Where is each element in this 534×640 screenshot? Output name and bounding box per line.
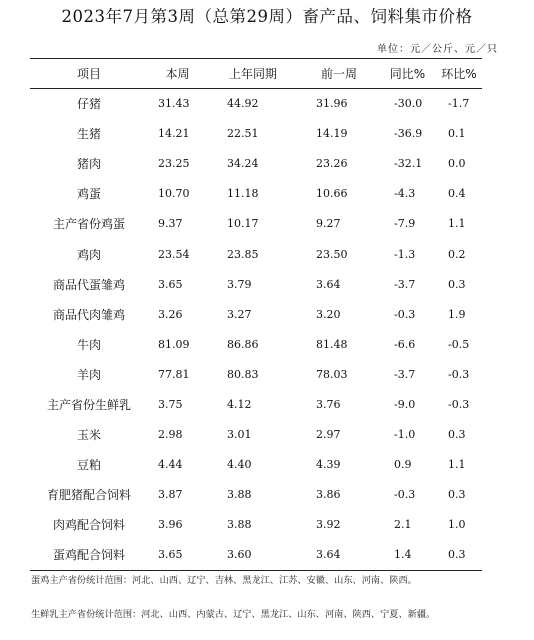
last-year-value: 3.88 <box>227 518 252 532</box>
last-year-value: 4.12 <box>227 397 252 411</box>
header-last-year: 上年同期 <box>207 59 299 89</box>
mom-value: 1.1 <box>448 217 466 231</box>
last-year-value: 44.92 <box>227 97 259 111</box>
prev-week-value: 10.66 <box>316 187 348 201</box>
this-week-value: 4.44 <box>158 458 183 472</box>
row-name: 仔猪 <box>76 97 101 112</box>
table-row <box>30 179 482 209</box>
mom-value: 0.3 <box>448 488 466 502</box>
yoy-value: -4.3 <box>394 187 416 201</box>
yoy-value: 2.1 <box>394 518 412 532</box>
last-year-value: 3.88 <box>227 488 252 502</box>
yoy-value: -9.0 <box>394 397 416 411</box>
prev-week-value: 31.96 <box>316 97 348 111</box>
prev-week-value: 3.64 <box>299 540 379 570</box>
yoy-value: -1.0 <box>394 428 416 442</box>
yoy-value: -6.6 <box>394 337 416 351</box>
table-row <box>30 119 482 149</box>
this-week-value: 3.75 <box>158 397 183 411</box>
footnote-milk-provinces: 生鲜乳主产省份统计范围：河北、山西、内蒙古、辽宁、黑龙江、山东、河南、陕西、宁夏、新疆。 <box>31 609 436 620</box>
header-prev-week: 前一周 <box>299 59 379 89</box>
this-week-value: 31.43 <box>158 97 190 111</box>
row-name: 主产省份生鲜乳 <box>46 397 131 412</box>
table-row <box>30 420 482 450</box>
row-name: 猪肉 <box>76 157 101 172</box>
prev-week-value: 9.27 <box>316 217 341 231</box>
table-row <box>30 299 482 329</box>
table-row <box>30 480 482 510</box>
footnote-egg-provinces: 蛋鸡主产省份统计范围：河北、山西、辽宁、吉林、黑龙江、江苏、安徽、山东、河南、陕西。 <box>31 575 417 586</box>
row-name: 豆粕 <box>76 458 101 473</box>
prev-week-value: 3.92 <box>316 518 341 532</box>
price-table-container <box>30 58 482 571</box>
prev-week-value: 4.39 <box>316 458 341 472</box>
mom-value: 1.9 <box>448 307 466 321</box>
unit-label: 单位：元／公斤、元／只 <box>377 44 498 55</box>
row-name: 蛋鸡配合饲料 <box>30 540 148 570</box>
prev-week-value: 2.97 <box>316 428 341 442</box>
table-row <box>30 510 482 540</box>
last-year-value: 11.18 <box>227 187 259 201</box>
row-name: 商品代蛋雏鸡 <box>52 277 125 292</box>
this-week-value: 2.98 <box>158 428 183 442</box>
mom-value: -0.3 <box>448 367 470 381</box>
yoy-value: -32.1 <box>394 157 423 171</box>
prev-week-value: 23.50 <box>316 247 348 261</box>
this-week-value: 3.65 <box>148 540 207 570</box>
table-row <box>30 149 482 179</box>
prev-week-value: 23.26 <box>316 157 348 171</box>
yoy-value: 0.9 <box>394 458 412 472</box>
mom-value: 0.3 <box>448 428 466 442</box>
last-year-value: 4.40 <box>227 458 252 472</box>
this-week-value: 10.70 <box>158 187 190 201</box>
prev-week-value: 3.86 <box>316 488 341 502</box>
prev-week-value: 78.03 <box>316 367 348 381</box>
last-year-value: 23.85 <box>227 247 259 261</box>
last-year-value: 34.24 <box>227 157 259 171</box>
yoy-value: -0.3 <box>394 488 416 502</box>
header-this-week: 本周 <box>148 59 207 89</box>
yoy-value: -0.3 <box>394 307 416 321</box>
table-row <box>30 450 482 480</box>
yoy-value: -7.9 <box>394 217 416 231</box>
mom-value: 1.1 <box>448 458 466 472</box>
mom-value: -0.3 <box>448 397 470 411</box>
mom-value: 1.0 <box>448 518 466 532</box>
this-week-value: 23.25 <box>158 157 190 171</box>
last-year-value: 3.01 <box>227 428 252 442</box>
yoy-value: -30.0 <box>394 97 423 111</box>
last-year-value: 10.17 <box>227 217 259 231</box>
header-mom: 环比% <box>436 59 482 89</box>
last-year-value: 3.27 <box>227 307 252 321</box>
mom-value: 0.1 <box>448 127 466 141</box>
yoy-value: -1.3 <box>394 247 416 261</box>
this-week-value: 23.54 <box>158 247 190 261</box>
this-week-value: 3.87 <box>158 488 183 502</box>
row-name: 育肥猪配合饲料 <box>46 488 131 503</box>
prev-week-value: 3.20 <box>316 307 341 321</box>
yoy-value: -3.7 <box>394 277 416 291</box>
last-year-value: 3.79 <box>227 277 252 291</box>
prev-week-value: 81.48 <box>316 337 348 351</box>
price-table <box>30 58 482 571</box>
last-year-value: 80.83 <box>227 367 259 381</box>
row-name: 肉鸡配合饲料 <box>52 518 125 533</box>
yoy-value: -36.9 <box>394 127 423 141</box>
table-row <box>30 239 482 269</box>
mom-value: 0.4 <box>448 187 466 201</box>
table-row <box>30 359 482 389</box>
row-name: 羊肉 <box>76 367 101 382</box>
header-yoy: 同比% <box>379 59 436 89</box>
this-week-value: 14.21 <box>158 127 190 141</box>
table-body <box>30 89 482 571</box>
last-year-value: 22.51 <box>227 127 259 141</box>
prev-week-value: 3.64 <box>316 277 341 291</box>
row-name: 鸡蛋 <box>76 187 101 202</box>
row-name: 牛肉 <box>76 337 101 352</box>
mom-value: -1.7 <box>448 97 470 111</box>
yoy-value: 1.4 <box>379 540 436 570</box>
footnotes <box>31 572 501 640</box>
table-row <box>30 89 482 119</box>
row-name: 主产省份鸡蛋 <box>52 217 125 232</box>
row-name: 生猪 <box>76 127 101 142</box>
table-row <box>30 269 482 299</box>
page-title: 2023年7月第3周（总第29周）畜产品、饲料集市价格 <box>61 7 473 26</box>
header-item: 项目 <box>30 59 148 89</box>
mom-value: 0.3 <box>448 277 466 291</box>
table-header-row <box>30 59 482 89</box>
yoy-value: -3.7 <box>394 367 416 381</box>
last-year-value: 86.86 <box>227 337 259 351</box>
row-name: 玉米 <box>76 428 101 443</box>
this-week-value: 3.96 <box>158 518 183 532</box>
this-week-value: 77.81 <box>158 367 190 381</box>
table-row <box>30 329 482 359</box>
this-week-value: 3.65 <box>158 277 183 291</box>
mom-value: 0.2 <box>448 247 466 261</box>
mom-value: 0.3 <box>436 540 482 570</box>
this-week-value: 3.26 <box>158 307 183 321</box>
table-row <box>30 389 482 419</box>
row-name: 商品代肉雏鸡 <box>52 307 125 322</box>
table-row <box>30 540 482 570</box>
mom-value: 0.0 <box>448 157 466 171</box>
this-week-value: 81.09 <box>158 337 190 351</box>
this-week-value: 9.37 <box>158 217 183 231</box>
mom-value: -0.5 <box>448 337 470 351</box>
row-name: 鸡肉 <box>76 247 101 262</box>
table-row <box>30 209 482 239</box>
prev-week-value: 3.76 <box>316 397 341 411</box>
last-year-value: 3.60 <box>207 540 299 570</box>
prev-week-value: 14.19 <box>316 127 348 141</box>
